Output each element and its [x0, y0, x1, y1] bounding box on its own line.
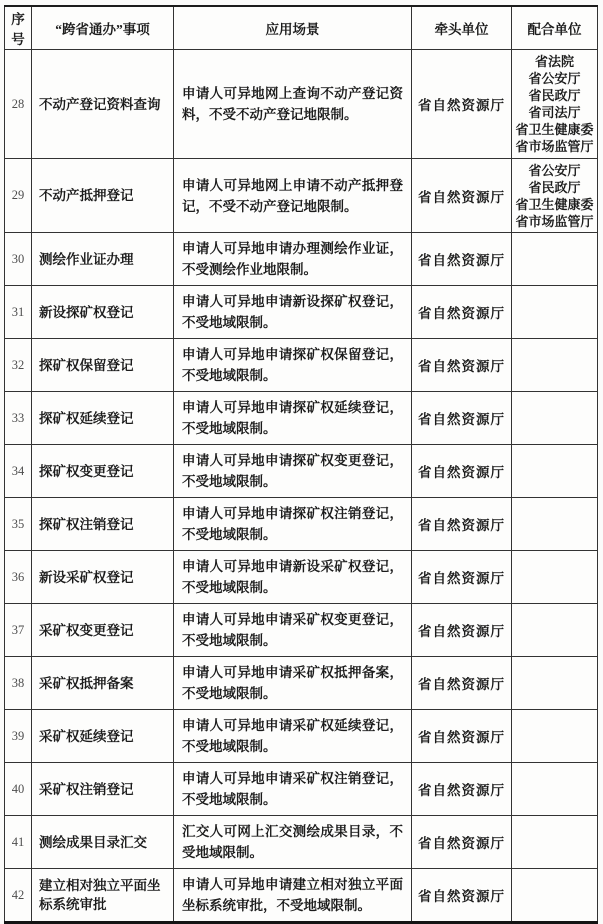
row-serial-number: 33	[5, 392, 32, 445]
application-scenario: 申请人可异地网上申请不动产抵押登记，不受不动产登记地限制。	[174, 159, 412, 233]
table-row	[5, 816, 598, 869]
support-unit: 省法院	[534, 54, 574, 69]
table-row	[5, 869, 598, 923]
header-lead-unit: 牵头单位	[412, 6, 512, 50]
lead-unit: 省自然资源厅	[412, 869, 512, 923]
row-serial-number: 40	[5, 763, 32, 816]
support-units-cell	[512, 604, 598, 657]
support-units-cell	[512, 657, 598, 710]
lead-unit: 省自然资源厅	[412, 604, 512, 657]
table-row	[5, 498, 598, 551]
header-row	[5, 6, 598, 50]
table-row	[5, 604, 598, 657]
table-row	[5, 392, 598, 445]
cross-province-services-table	[4, 5, 598, 924]
table-row	[5, 657, 598, 710]
lead-unit: 省自然资源厅	[412, 339, 512, 392]
header-service-item: “跨省通办”事项	[32, 6, 174, 50]
table-row	[5, 159, 598, 233]
table-row	[5, 233, 598, 286]
lead-unit: 省自然资源厅	[412, 657, 512, 710]
support-units-cell	[512, 159, 598, 233]
service-item-name: 探矿权变更登记	[32, 445, 174, 498]
support-unit: 省卫生健康委	[515, 122, 594, 137]
table-row	[5, 445, 598, 498]
lead-unit: 省自然资源厅	[412, 710, 512, 763]
application-scenario: 申请人可异地申请建立相对独立平面坐标系统审批，不受地域限制。	[174, 869, 412, 923]
application-scenario: 申请人可异地网上查询不动产登记资料，不受不动产登记地限制。	[174, 50, 412, 159]
lead-unit: 省自然资源厅	[412, 816, 512, 869]
lead-unit: 省自然资源厅	[412, 445, 512, 498]
service-item-name: 新设采矿权登记	[32, 551, 174, 604]
support-units-cell	[512, 286, 598, 339]
support-unit: 省卫生健康委	[515, 196, 594, 212]
row-serial-number: 37	[5, 604, 32, 657]
support-unit: 省民政厅	[528, 88, 581, 103]
application-scenario: 申请人可异地申请探矿权保留登记，不受地域限制。	[174, 339, 412, 392]
row-serial-number: 34	[5, 445, 32, 498]
application-scenario: 申请人可异地申请新设采矿权登记，不受地域限制。	[174, 551, 412, 604]
service-item-name: 新设探矿权登记	[32, 286, 174, 339]
support-units-cell	[512, 816, 598, 869]
row-serial-number: 32	[5, 339, 32, 392]
table-header	[5, 6, 598, 50]
service-item-name: 测绘作业证办理	[32, 233, 174, 286]
service-item-name: 采矿权注销登记	[32, 763, 174, 816]
support-units-cell	[512, 50, 598, 159]
service-item-name: 建立相对独立平面坐标系统审批	[32, 869, 174, 923]
table-row	[5, 50, 598, 159]
application-scenario: 申请人可异地申请办理测绘作业证，不受测绘作业地限制。	[174, 233, 412, 286]
service-item-name: 测绘成果目录汇交	[32, 816, 174, 869]
table-row	[5, 286, 598, 339]
support-unit: 省市场监管厅	[515, 139, 594, 154]
service-item-name: 不动产抵押登记	[32, 159, 174, 233]
application-scenario: 申请人可异地申请采矿权注销登记，不受地域限制。	[174, 763, 412, 816]
support-units-cell	[512, 233, 598, 286]
table-row	[5, 551, 598, 604]
lead-unit: 省自然资源厅	[412, 50, 512, 159]
application-scenario: 申请人可异地申请新设探矿权登记，不受地域限制。	[174, 286, 412, 339]
row-serial-number: 36	[5, 551, 32, 604]
application-scenario: 申请人可异地申请采矿权抵押备案，不受地域限制。	[174, 657, 412, 710]
support-unit: 省公安厅	[528, 71, 581, 86]
table-row	[5, 339, 598, 392]
lead-unit: 省自然资源厅	[412, 551, 512, 604]
support-unit: 省司法厅	[528, 105, 581, 120]
lead-unit: 省自然资源厅	[412, 233, 512, 286]
service-item-name: 采矿权变更登记	[32, 604, 174, 657]
support-units-cell	[512, 710, 598, 763]
row-serial-number: 31	[5, 286, 32, 339]
row-serial-number: 41	[5, 816, 32, 869]
lead-unit: 省自然资源厅	[412, 763, 512, 816]
row-serial-number: 29	[5, 159, 32, 233]
support-units-cell	[512, 498, 598, 551]
header-application-scenario: 应用场景	[174, 6, 412, 50]
row-serial-number: 30	[5, 233, 32, 286]
support-units-cell	[512, 763, 598, 816]
service-item-name: 探矿权延续登记	[32, 392, 174, 445]
application-scenario: 申请人可异地申请探矿权注销登记，不受地域限制。	[174, 498, 412, 551]
support-units-cell	[512, 445, 598, 498]
row-serial-number: 42	[5, 869, 32, 923]
table-body	[5, 50, 598, 923]
lead-unit: 省自然资源厅	[412, 286, 512, 339]
row-serial-number: 35	[5, 498, 32, 551]
support-unit: 省民政厅	[528, 179, 581, 195]
service-item-name: 采矿权延续登记	[32, 710, 174, 763]
header-serial-number: 序号	[5, 6, 32, 50]
row-serial-number: 39	[5, 710, 32, 763]
service-item-name: 不动产登记资料查询	[32, 50, 174, 159]
header-support-unit: 配合单位	[512, 6, 598, 50]
service-item-name: 探矿权保留登记	[32, 339, 174, 392]
application-scenario: 申请人可异地申请探矿权延续登记，不受地域限制。	[174, 392, 412, 445]
row-serial-number: 28	[5, 50, 32, 159]
service-item-name: 采矿权抵押备案	[32, 657, 174, 710]
application-scenario: 汇交人可网上汇交测绘成果目录，不受地域限制。	[174, 816, 412, 869]
support-units-cell	[512, 551, 598, 604]
table-row	[5, 763, 598, 816]
row-serial-number: 38	[5, 657, 32, 710]
support-units-cell	[512, 869, 598, 923]
lead-unit: 省自然资源厅	[412, 159, 512, 233]
service-item-name: 探矿权注销登记	[32, 498, 174, 551]
support-unit: 省公安厅	[528, 162, 581, 178]
lead-unit: 省自然资源厅	[412, 498, 512, 551]
application-scenario: 申请人可异地申请采矿权变更登记，不受地域限制。	[174, 604, 412, 657]
application-scenario: 申请人可异地申请采矿权延续登记，不受地域限制。	[174, 710, 412, 763]
table-row	[5, 710, 598, 763]
lead-unit: 省自然资源厅	[412, 392, 512, 445]
support-units-cell	[512, 392, 598, 445]
support-units-cell	[512, 339, 598, 392]
support-unit: 省市场监管厅	[515, 213, 594, 229]
application-scenario: 申请人可异地申请探矿权变更登记，不受地域限制。	[174, 445, 412, 498]
